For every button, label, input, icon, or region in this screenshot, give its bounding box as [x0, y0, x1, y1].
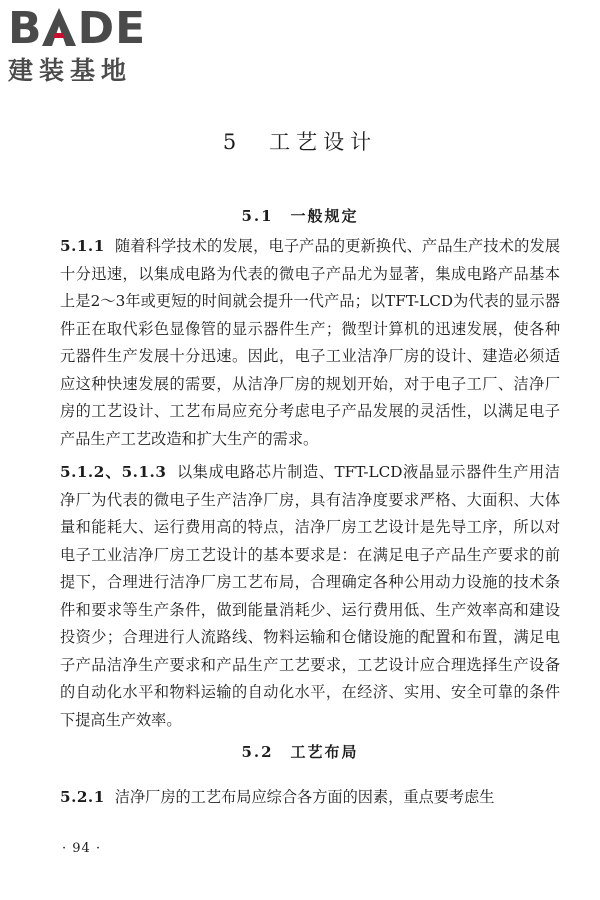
- clause-text: 洁净厂房的工艺布局应综合各方面的因素，重点要考虑生: [114, 788, 495, 806]
- logo-subtitle: 建装基地: [8, 56, 133, 85]
- clause-number: 5.1.2、5.1.3: [60, 463, 167, 481]
- clause-text: 以集成电路芯片制造、TFT-LCD液晶显示器件生产用洁净厂为代表的微电子生产洁净厂房，具有洁净度要求严格、大面积、大体量和能耗大、运行费用高的特点，洁净厂房工艺设计是先导工序，所以对电子工业洁净厂房工艺设计的基本要求是：在满足电子产品生产要求的前提下，合理进行洁净厂房工艺布局，合理确定各种公用动力设施的技术条件和要求等生产条件，做到能量消耗少、运行费用低、生产效率高和建设投资少；合理进行人流路线、物料运输和仓储设施的配置和布置，满足电子产品洁净生产要求和产品生产工艺要求，工艺设计应合理选择生产设备的自动化水平和物料运输的自动化水平，在经济、实用、安全可靠的条件下提高生产效率。: [60, 463, 560, 729]
- logo-wordmark: B DE: [8, 3, 147, 54]
- section-title-5-2: 5.2 工艺布局: [241, 743, 359, 761]
- paragraph-5-2-1: [60, 784, 560, 812]
- paragraph-5-1-1: [60, 233, 560, 453]
- chapter-title: 5 工艺设计: [222, 130, 378, 154]
- logo-a-triangle-icon: [42, 8, 76, 46]
- clause-number: 5.2.1: [60, 788, 105, 806]
- paragraph-5-1-2: [60, 459, 560, 734]
- bade-logo: [8, 4, 188, 90]
- clause-number: 5.1.1: [60, 237, 105, 255]
- section-title-5-1: 5.1 一般规定: [241, 207, 359, 225]
- page-number: · 94 ·: [62, 841, 102, 856]
- clause-text: 随着科学技术的发展，电子产品的更新换代、产品生产技术的发展十分迅速，以集成电路为代表的微电子产品尤为显著，集成电路产品基本上是2～3年或更短的时间就会提升一代产品；以TFT-LCD为代表的显示器件正在取代彩色显像管的显示器件生产；微型计算机的迅速发展，使各种元器件生产发展十分迅速。因此，电子工业洁净厂房的设计、建造必须适应这种快速发展的需要，从洁净厂房的规划开始，对于电子工厂、洁净厂房的工艺设计、工艺布局应充分考虑电子产品发展的灵活性，以满足电子产品生产工艺改造和扩大生产的需求。: [60, 237, 560, 448]
